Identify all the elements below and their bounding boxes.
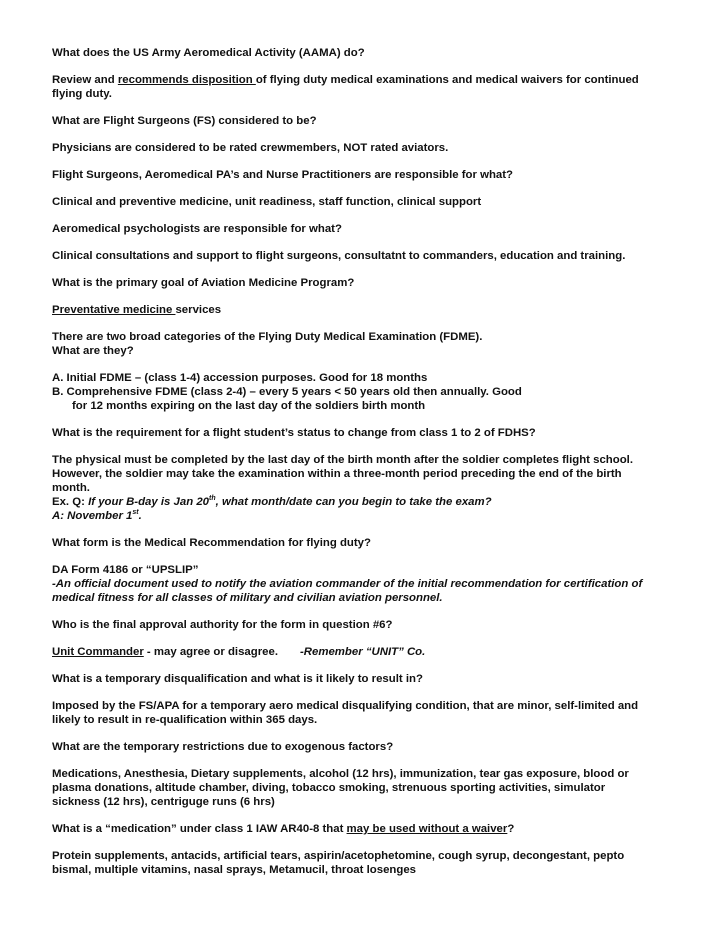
answer-7-line-2: However, the soldier may take the examination within a three-month period preceding the end of the birth [52, 468, 622, 480]
question-6 [52, 330, 676, 358]
example-question [52, 495, 676, 509]
answer-5-underlined: Preventative medicine [52, 304, 176, 316]
answer-12-line-1: Protein supplements, antacids, artificial tears, aspirin/acetophetomine, cough syrup, decongestant, pepto [52, 850, 625, 862]
answer-11 [52, 767, 676, 809]
example-question-post: , what month/date can you begin to take the exam? [215, 496, 492, 508]
question-12-line [52, 822, 676, 836]
answer-2 [52, 141, 676, 155]
answer-9-mid: - may agree or disagree. [143, 646, 278, 658]
question-6-line-1: There are two broad categories of the Flying Duty Medical Examination (FDME). [52, 331, 483, 343]
answer-5-post: services [175, 304, 222, 316]
question-10-text: What is a temporary disqualification and what is it likely to result in? [52, 673, 423, 685]
answer-10-line-2: likely to result in re-qualification within 365 days. [52, 714, 318, 726]
answer-6-item-b-cont: for 12 months expiring on the last day of the soldiers birth month [72, 400, 426, 412]
example-question-sup: th [209, 495, 216, 503]
answer-1-pre: Review and [52, 74, 118, 86]
answer-12-line-2: bismal, multiple vitamins, nasal sprays, Metamucil, throat losenges [52, 864, 416, 876]
answer-9-line [52, 645, 676, 659]
answer-7 [52, 453, 676, 523]
example-question-pre: If your B-day is Jan 20 [88, 496, 210, 508]
question-4-text: Aeromedical psychologists are responsible for what? [52, 223, 342, 235]
answer-11-line-2: plasma donations, altitude chamber, diving, tobacco smoking, strenuous sporting activities, simulator [52, 782, 606, 794]
document-page [52, 46, 676, 890]
answer-7-line-1: The physical must be completed by the last day of the birth month after the soldier completes flight school. [52, 454, 634, 466]
answer-1 [52, 73, 676, 101]
answer-9-italic: -Remember “UNIT” Co. [299, 646, 426, 658]
question-2-text: What are Flight Surgeons (FS) considered to be? [52, 115, 317, 127]
example-answer [52, 509, 676, 523]
answer-1-line-1 [52, 73, 676, 87]
example-question-italic [88, 496, 491, 508]
answer-10 [52, 699, 676, 727]
example-answer-pre: A: November 1 [52, 510, 133, 522]
answer-1-post: of flying duty medical examinations and medical waivers for continued [255, 74, 639, 86]
question-8-text: What form is the Medical Recommendation for flying duty? [52, 537, 371, 549]
answer-4-text: Clinical consultations and support to flight surgeons, consultatnt to commanders, education and training. [52, 250, 626, 262]
question-3-text: Flight Surgeons, Aeromedical PA’s and Nurse Practitioners are responsible for what? [52, 169, 514, 181]
question-4 [52, 222, 676, 236]
answer-6 [52, 371, 676, 413]
question-12-post: ? [507, 823, 515, 835]
answer-4 [52, 249, 676, 263]
question-1-text: What does the US Army Aeromedical Activity (AAMA) do? [52, 47, 365, 59]
answer-3-text: Clinical and preventive medicine, unit readiness, staff function, clinical support [52, 196, 482, 208]
answer-8-line-3: medical fitness for all classes of military and civilian aviation personnel. [52, 592, 443, 604]
example-answer-post: . [138, 510, 142, 522]
question-11 [52, 740, 676, 754]
answer-6-item-a: A. Initial FDME – (class 1-4) accession purposes. Good for 18 months [52, 372, 428, 384]
example-answer-sup: st [132, 509, 139, 517]
question-7-text: What is the requirement for a flight student’s status to change from class 1 to 2 of FDHS? [52, 427, 536, 439]
answer-7-line-3: month. [52, 482, 90, 494]
answer-8-line-1: DA Form 4186 or “UPSLIP” [52, 564, 199, 576]
answer-5 [52, 303, 676, 317]
answer-6-item-b: B. Comprehensive FDME (class 2-4) – every 5 years < 50 years old then annually. Good [52, 386, 522, 398]
question-2 [52, 114, 676, 128]
question-11-text: What are the temporary restrictions due to exogenous factors? [52, 741, 394, 753]
question-5 [52, 276, 676, 290]
question-12-underlined: may be used without a waiver [346, 823, 508, 835]
question-12-pre: What is a “medication” under class 1 IAW AR40-8 that [52, 823, 347, 835]
question-9 [52, 618, 676, 632]
question-10 [52, 672, 676, 686]
answer-11-line-1: Medications, Anesthesia, Dietary supplements, alcohol (12 hrs), immunization, tear gas exposure, blood or [52, 768, 629, 780]
question-1 [52, 46, 676, 60]
question-3 [52, 168, 676, 182]
answer-11-line-3: sickness (12 hrs), centriguge runs (6 hrs) [52, 796, 275, 808]
answer-8 [52, 563, 676, 605]
answer-2-text: Physicians are considered to be rated crewmembers, NOT rated aviators. [52, 142, 449, 154]
question-9-text: Who is the final approval authority for the form in question #6? [52, 619, 393, 631]
answer-8-line-2: -An official document used to notify the aviation commander of the initial recommendation for certification of [52, 578, 643, 590]
answer-3 [52, 195, 676, 209]
question-8 [52, 536, 676, 550]
answer-10-line-1: Imposed by the FS/APA for a temporary aero medical disqualifying condition, that are minor, self-limited and [52, 700, 639, 712]
question-6-line-2: What are they? [52, 345, 134, 357]
answer-5-line [52, 303, 676, 317]
question-7 [52, 426, 676, 440]
question-12 [52, 822, 676, 836]
answer-9-underlined: Unit Commander [52, 646, 144, 658]
answer-12 [52, 849, 676, 877]
answer-9 [52, 645, 676, 659]
question-5-text: What is the primary goal of Aviation Medicine Program? [52, 277, 355, 289]
answer-1-line-2: flying duty. [52, 88, 112, 100]
answer-1-underlined: recommends disposition [117, 74, 256, 86]
example-label: Ex. Q: [52, 496, 89, 508]
